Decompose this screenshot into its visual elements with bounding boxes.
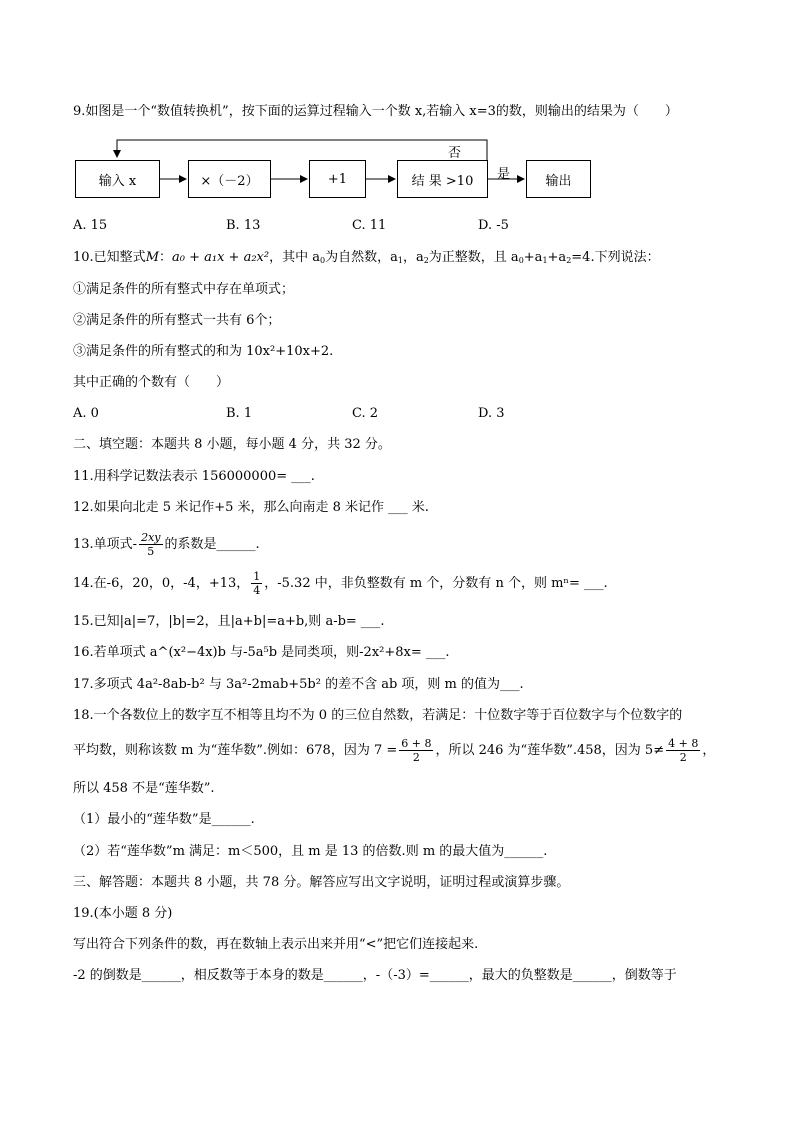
- q10-statement-3: ③满足条件的所有整式的和为 10x²+10x+2.: [73, 344, 334, 359]
- flow-input-box: 输入 x: [75, 160, 160, 198]
- q13: 13.单项式- $\frac{2xy}{5}$ 的系数是______.: [73, 531, 260, 558]
- q9-flowchart: [0, 0, 794, 220]
- q16: 16.若单项式 a^(x²−4x)b 与-5a⁵b 是同类项，则-2x²+8x= ___.: [73, 645, 450, 660]
- q18-fraction-1: $\frac{6 + 8}{2}$: [401, 737, 432, 764]
- q18-line-3: 所以 458 不是“莲华数”.: [73, 781, 215, 796]
- q10-option-a: A. 0: [73, 406, 99, 421]
- q19-line-1: 写出符合下列条件的数，再在数轴上表示出来并用“<”把它们连接起来.: [73, 937, 479, 952]
- q19-line-2: -2 的倒数是______，相反数等于本身的数是______，-（-3）=______，最大的负整数是______，倒数等于: [73, 968, 677, 983]
- q14: 14.在-6，20，0，-4，+13， $\frac{1}{4}$ ，-5.32 中，非负整数有 m 个，分数有 n 个，则 mⁿ= ___.: [73, 570, 608, 597]
- q19-heading: 19.(本小题 8 分): [73, 906, 173, 921]
- q9-option-d: D. -5: [478, 218, 509, 233]
- q9-option-a: A. 15: [73, 218, 108, 233]
- q10-question: 其中正确的个数有（ ）: [73, 375, 230, 390]
- q10-stem: 10.已知整式M：a₀ + a₁x + a₂x²，其中 $a_0$为自然数，$a_1$，$a_2$为正整数，且 $a_0+a_1+a_2=4$.下列说法：: [73, 250, 660, 265]
- q17: 17.多项式 4a²-8ab-b² 与 3a²-2mab+5b² 的差不含 ab 项，则 m 的值为___.: [73, 677, 524, 692]
- q10-option-d: D. 3: [478, 406, 505, 421]
- q10-option-b: B. 1: [226, 406, 253, 421]
- q11: 11.用科学记数法表示 156000000= ___.: [73, 469, 315, 484]
- q9-option-c: C. 11: [352, 218, 387, 233]
- flow-multiply-box: ×（－2）: [188, 160, 271, 198]
- q9-option-b: B. 13: [226, 218, 261, 233]
- q18-fraction-2: $\frac{4 + 8}{2}$: [668, 737, 699, 764]
- q10-expression: a₀ + a₁x + a₂x²: [172, 250, 270, 265]
- flow-add-box: +1: [309, 160, 366, 198]
- section-3-heading: 三、解答题：本题共 8 小题，共 78 分。解答应写出文字说明，证明过程或演算步骤。: [73, 875, 570, 890]
- q15: 15.已知|a|=7，|b|=2，且|a+b|=a+b,则 a-b= ___.: [73, 614, 385, 629]
- q18-line-2: 平均数，则称该数 m 为“莲华数”.例如：678，因为 7 = $\frac{6 + 8}{2}$ ，所以 246 为“莲华数”.458，因为 5≠ $\frac{4 + 8}{2}$ ，: [73, 737, 716, 764]
- q10-statement-1: ①满足条件的所有整式中存在单项式；: [73, 282, 295, 297]
- q18-part-2: （2）若“莲华数”m 满足：m＜500，且 m 是 13 的倍数.则 m 的最大值为______.: [73, 844, 548, 859]
- section-2-heading: 二、填空题：本题共 8 小题，每小题 4 分，共 32 分。: [73, 437, 391, 452]
- q9-stem: 9.如图是一个“数值转换机”，按下面的运算过程输入一个数 x,若输入 x=3的数，则输出的结果为（ ）: [73, 104, 678, 119]
- q13-fraction: $\frac{2xy}{5}$: [141, 531, 161, 558]
- q10-statement-2: ②满足条件的所有整式一共有 6个；: [73, 313, 281, 328]
- flow-yes-label: 是: [497, 167, 511, 182]
- flow-output-box: 输出: [526, 160, 591, 198]
- flow-no-label: 否: [448, 146, 462, 161]
- q18-line-1: 18.一个各数位上的数字互不相等且均不为 0 的三位自然数，若满足：十位数字等于百位数字与个位数字的: [73, 708, 683, 723]
- q18-part-1: （1）最小的“莲华数”是______.: [73, 812, 255, 827]
- flow-condition-box: 结 果 >10: [397, 160, 488, 198]
- q12: 12.如果向北走 5 米记作+5 米，那么向南走 8 米记作 ___ 米.: [73, 500, 429, 515]
- q10-option-c: C. 2: [352, 406, 379, 421]
- q14-fraction: $\frac{1}{4}$: [253, 570, 261, 597]
